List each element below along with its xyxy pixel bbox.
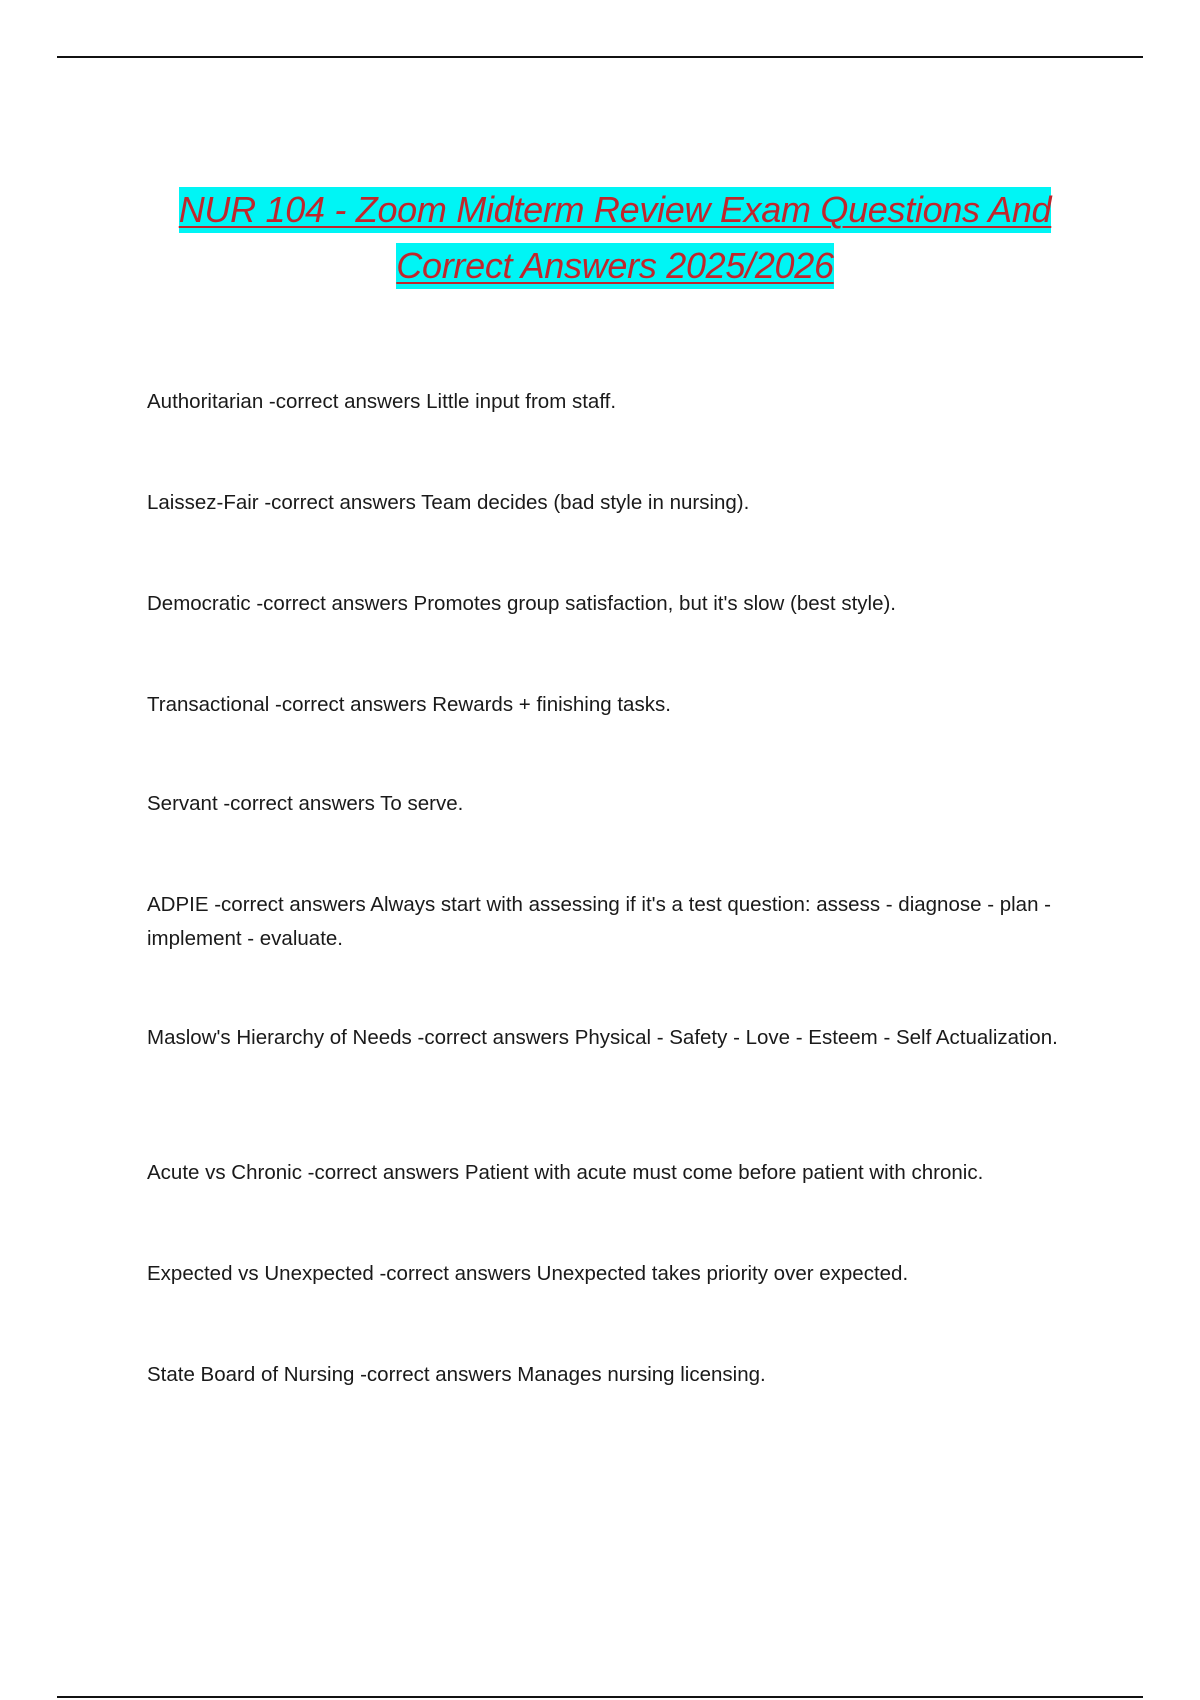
qa-item-expected-vs-unexpected: Expected vs Unexpected -correct answers Unexpected takes priority over expected. bbox=[147, 1262, 909, 1285]
qa-item-adpie: ADPIE -correct answers Always start with assessing if it's a test question: assess - diagnose - plan - implement - evaluate. bbox=[147, 893, 1052, 950]
qa-item-transactional: Transactional -correct answers Rewards + finishing tasks. bbox=[147, 693, 671, 716]
qa-item-laissez-fair: Laissez-Fair -correct answers Team decides (bad style in nursing). bbox=[147, 491, 750, 514]
qa-item-acute-vs-chronic: Acute vs Chronic -correct answers Patient with acute must come before patient with chronic. bbox=[147, 1161, 984, 1184]
qa-item-maslow: Maslow's Hierarchy of Needs -correct answers Physical - Safety - Love - Esteem - Self Actualization. bbox=[147, 1026, 1058, 1049]
qa-item-servant: Servant -correct answers To serve. bbox=[147, 792, 464, 815]
document-title-text: NUR 104 - Zoom Midterm Review Exam Questions And Correct Answers 2025/2026 bbox=[179, 187, 1052, 289]
footer-divider bbox=[57, 1696, 1143, 1698]
qa-item-authoritarian: Authoritarian -correct answers Little input from staff. bbox=[147, 390, 617, 413]
qa-item-state-board: State Board of Nursing -correct answers Manages nursing licensing. bbox=[147, 1363, 766, 1386]
qa-item-democratic: Democratic -correct answers Promotes group satisfaction, but it's slow (best style). bbox=[147, 592, 897, 615]
